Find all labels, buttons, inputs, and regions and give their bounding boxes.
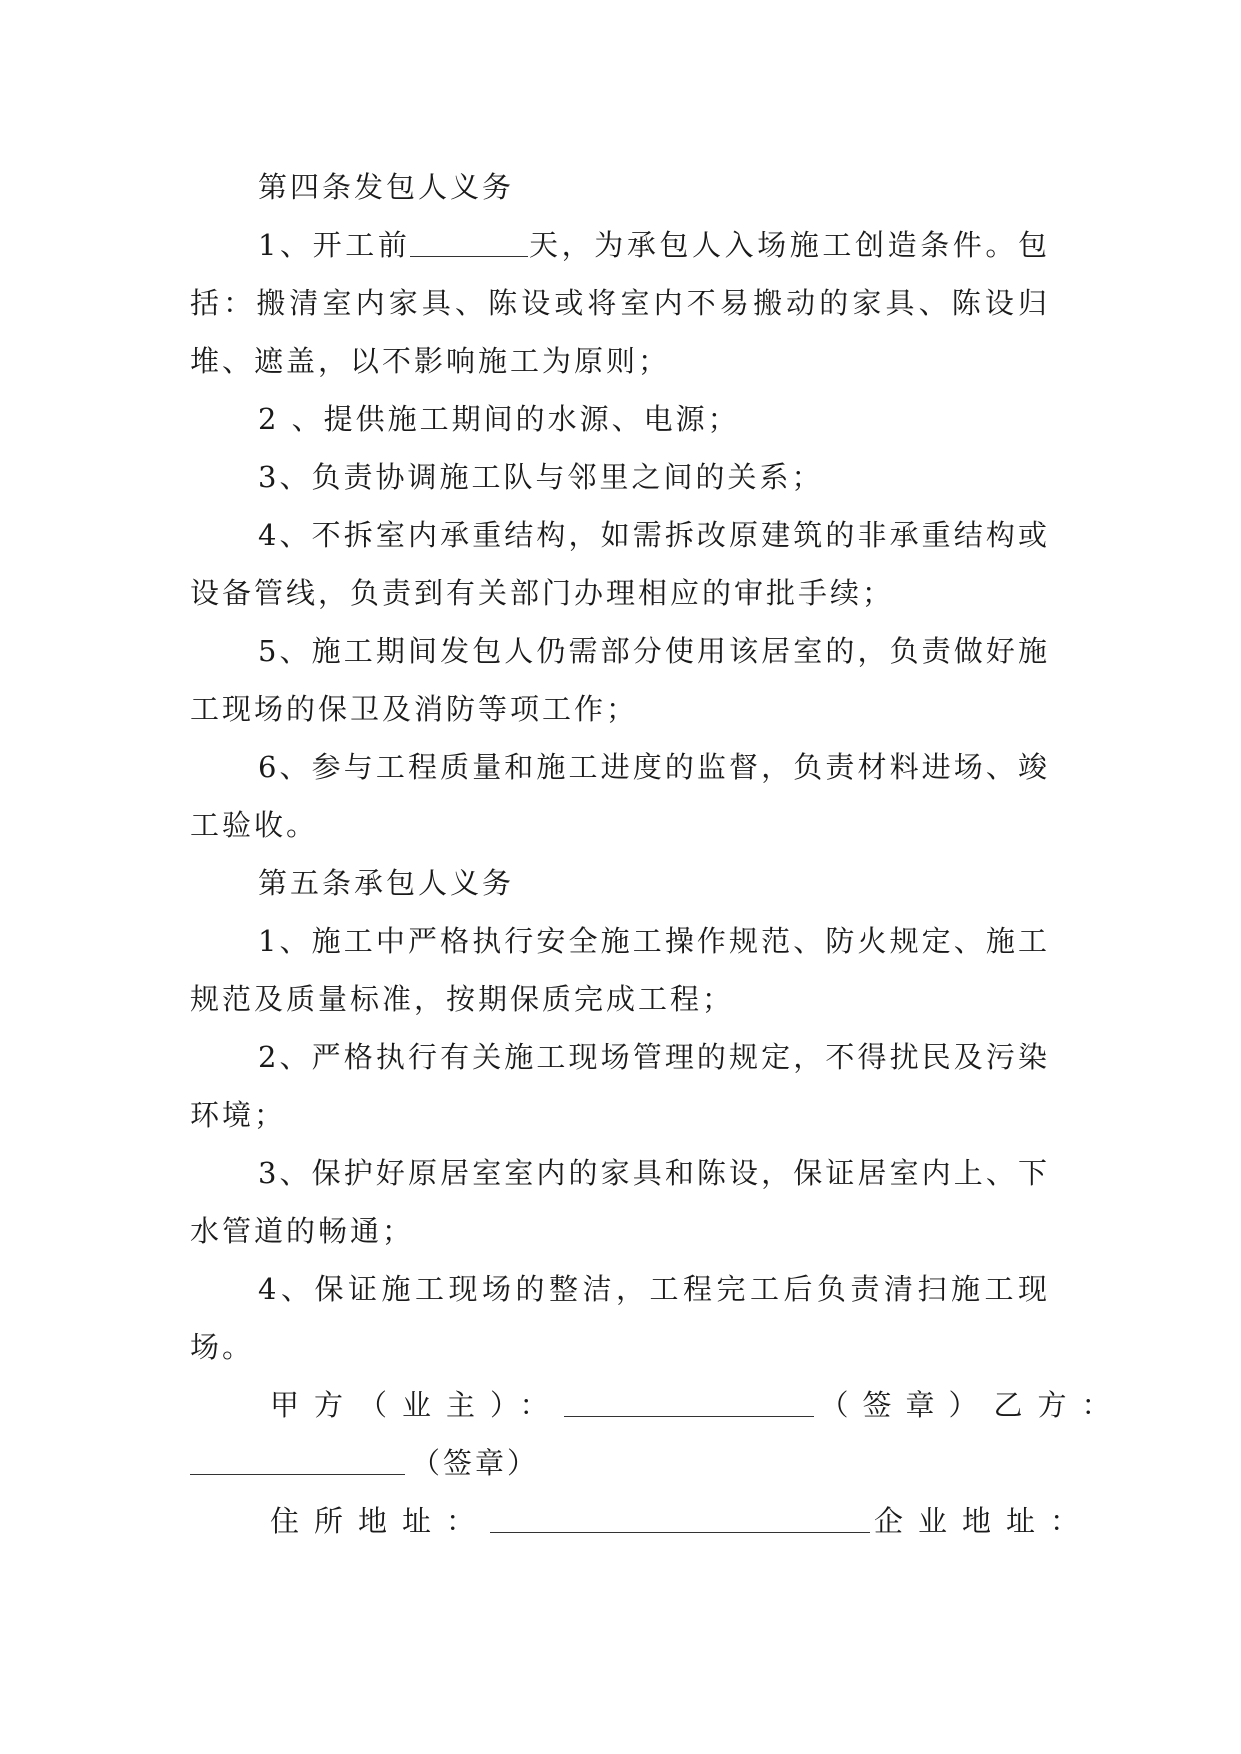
company-address-label: 企业地址： xyxy=(874,1504,1095,1538)
party-a-label: 甲方（业主）： xyxy=(270,1388,564,1422)
article-5-item-1: 1、施工中严格执行安全施工操作规范、防火规定、施工规范及质量标准，按期保质完成工程； xyxy=(190,924,1050,1016)
article-4-item-5: 5、施工期间发包人仍需部分使用该居室的，负责做好施工现场的保卫及消防等项工作； xyxy=(190,634,1050,726)
party-b-label: 乙方： xyxy=(993,1388,1126,1422)
seal-label-1: （签章） xyxy=(819,1388,992,1422)
article-4-item-1-pre: 1、开工前 xyxy=(258,228,411,262)
article-5-item-4: 4、保证施工现场的整洁，工程完工后负责清扫施工现场。 xyxy=(190,1272,1050,1364)
signature-line-3 xyxy=(190,1492,1095,1550)
article-4-item-1 xyxy=(190,216,1050,390)
article-4-item-2: 2 、提供施工期间的水源、电源； xyxy=(258,402,740,436)
article-4-item-3: 3、负责协调施工队与邻里之间的关系； xyxy=(258,460,824,494)
signature-line-2 xyxy=(190,1434,1050,1492)
article-4-item-6: 6、参与工程质量和施工进度的监督，负责材料进场、竣工验收。 xyxy=(190,750,1050,842)
article-4-item-4: 4、不拆室内承重结构，如需拆改原建筑的非承重结构或设备管线，负责到有关部门办理相应的审批手续； xyxy=(190,518,1050,610)
article-5-item-2: 2、严格执行有关施工现场管理的规定，不得扰民及污染环境； xyxy=(190,1040,1050,1132)
article-4-title: 第四条发包人义务 xyxy=(258,170,515,204)
residence-blank xyxy=(490,1502,870,1533)
seal-label-2: （签章） xyxy=(411,1446,540,1480)
party-a-blank xyxy=(564,1386,814,1417)
article-5-title: 第五条承包人义务 xyxy=(258,866,515,900)
signature-line-1 xyxy=(190,1376,1126,1434)
party-b-blank xyxy=(190,1444,405,1475)
article-5-item-3: 3、保护好原居室室内的家具和陈设，保证居室内上、下水管道的畅通； xyxy=(190,1156,1050,1248)
article-4-item-1-post: 天，为承包人入场施工创造条件。包括：搬清室内家具、陈设或将室内不易搬动的家具、陈设归堆、遮盖，以不影响施工为原则； xyxy=(190,228,1050,378)
document-body xyxy=(190,158,1126,1550)
residence-label: 住所地址： xyxy=(270,1504,491,1538)
days-blank xyxy=(410,226,528,257)
